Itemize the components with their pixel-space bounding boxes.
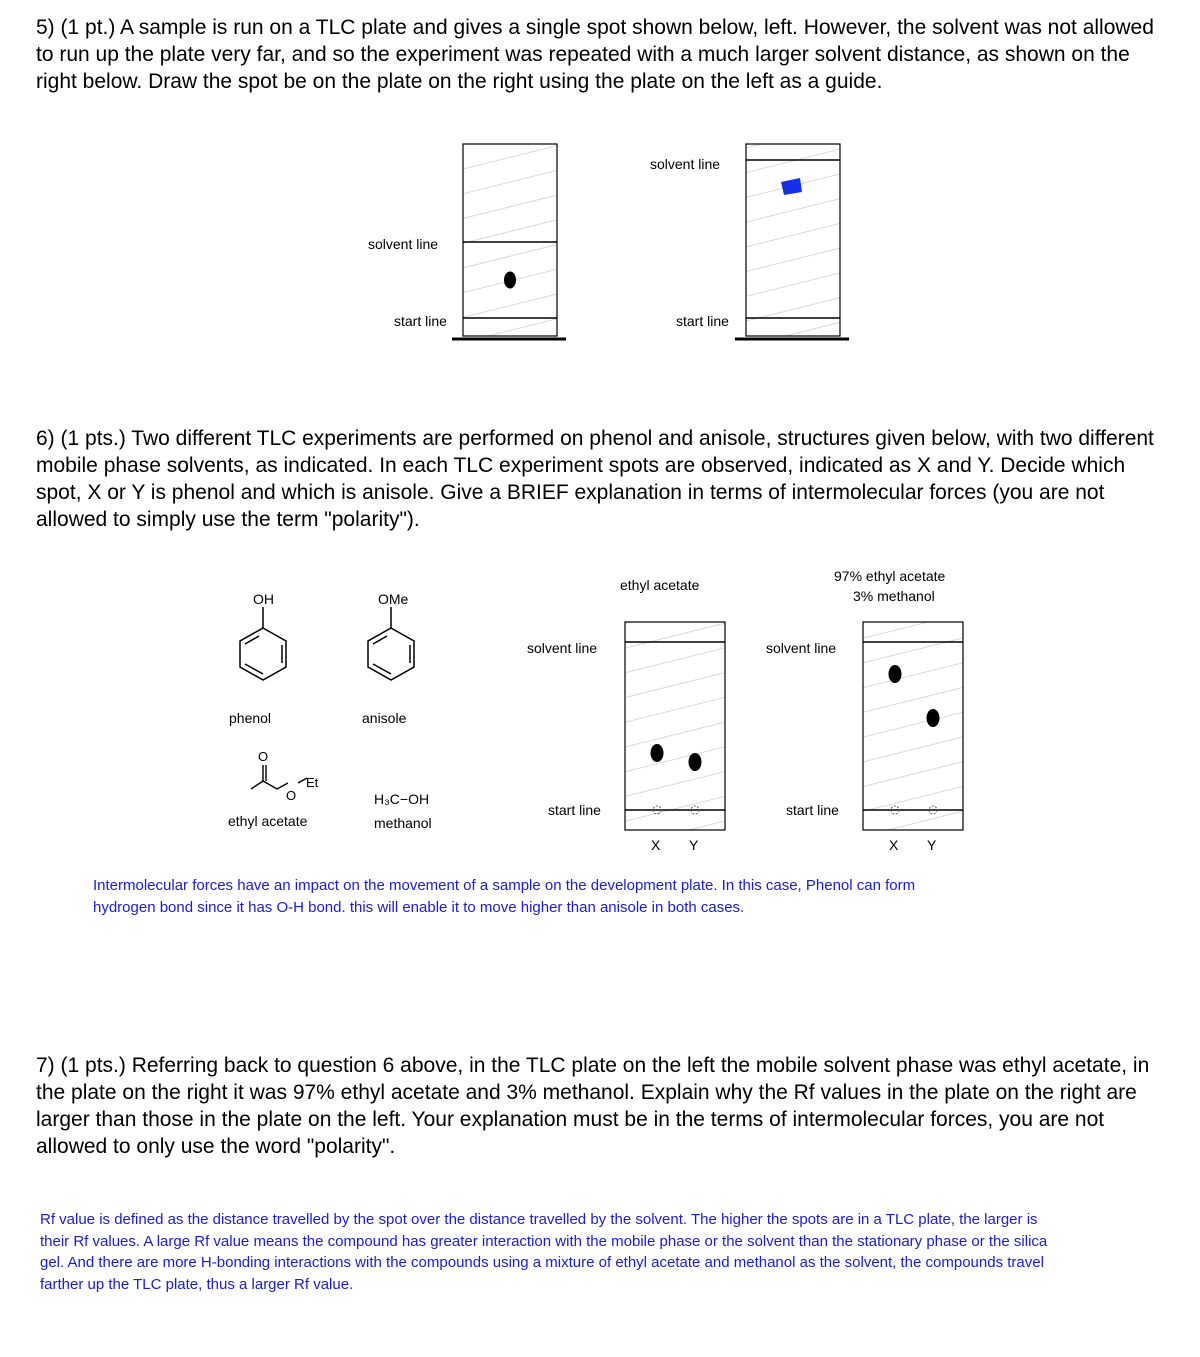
question-7-text: 7) (1 pts.) Referring back to question 6 above, in the TLC plate on the left the mobile solvent phase was ethyl acetate, in the plate on the right it was 97% ethyl acetate and 3% methanol. Explain why the Rf values in the plate on the right are larger than those in the plate on the left. Your explanation must be in the terms of intermolecular forces, you are not allowed to only use the word "polarity". xyxy=(36,1054,1150,1158)
q6-plate2-start-label: start line xyxy=(786,802,839,818)
q6-plate2-solvent-line1: 97% ethyl acetate xyxy=(834,568,946,584)
q6-plate2-solvent-line2: 3% methanol xyxy=(853,588,935,604)
ethyl-acetate-carbonyl-o: O xyxy=(258,749,269,764)
q6-plate2-spot-x xyxy=(889,665,902,683)
q5-left-spot xyxy=(504,272,516,289)
q6-plate2-spot-y xyxy=(927,709,940,727)
q6-plate-2 xyxy=(863,622,963,830)
q6-plate1-start-label: start line xyxy=(548,802,601,818)
ethyl-acetate-ester-o: O xyxy=(286,788,297,803)
ethyl-acetate-structure xyxy=(251,765,307,789)
methanol-formula: H₃C−OH xyxy=(374,791,430,807)
q6-plate2-x-label: X xyxy=(889,837,899,853)
q6-plate2-solvent-label: solvent line xyxy=(766,640,837,656)
anisole-structure xyxy=(368,607,414,680)
q6-plate1-spot-x xyxy=(651,744,664,762)
q6-plate1-x-label: X xyxy=(651,837,661,853)
q5-left-start-label: start line xyxy=(394,313,447,329)
ethyl-acetate-name: ethyl acetate xyxy=(228,813,308,829)
q5-left-solvent-label: solvent line xyxy=(368,236,439,252)
q6-plate1-solvent-name: ethyl acetate xyxy=(620,577,700,593)
q6-plate1-spot-y xyxy=(689,753,702,771)
q6-plate1-solvent-label: solvent line xyxy=(527,640,598,656)
q5-right-solvent-label: solvent line xyxy=(650,156,721,172)
anisole-ome-label: OMe xyxy=(378,591,409,607)
ethyl-acetate-et: Et xyxy=(306,775,319,790)
q5-left-plate xyxy=(452,144,566,339)
anisole-name: anisole xyxy=(362,710,407,726)
question-6-text: 6) (1 pts.) Two different TLC experiments are performed on phenol and anisole, structures given below, with two different mobile phase solvents, as indicated. In each TLC experiment spots are observed, indicated as X and Y. Decide which spot, X or Y is phenol and which is anisole. Give a BRIEF explanation in terms of intermolecular forces (you are not allowed to simply use the term "polarity"). xyxy=(36,427,1154,531)
q6-plate2-y-label: Y xyxy=(927,837,937,853)
methanol-name: methanol xyxy=(374,815,432,831)
question-5-text: 5) (1 pt.) A sample is run on a TLC plate and gives a single spot shown below, left. However, the solvent was not allowed to run up the plate very far, and so the experiment was repeated with a much larger solvent distance, as shown on the right below. Draw the spot be on the plate on the right using the plate on the left as a guide. xyxy=(36,16,1154,93)
q5-right-start-label: start line xyxy=(676,313,729,329)
question-6-answer: Intermolecular forces have an impact on the movement of a sample on the development plate. In this case, Phenol can form hydrogen bond since it has O-H bond. this will enable it to move higher than anisole in both cases. xyxy=(93,877,916,916)
q6-plate-1 xyxy=(625,622,725,830)
phenol-structure xyxy=(240,607,286,680)
q5-right-plate xyxy=(735,144,849,339)
phenol-oh-label: OH xyxy=(253,591,274,607)
q6-plate1-y-label: Y xyxy=(689,837,699,853)
question-7-answer: Rf value is defined as the distance travelled by the spot over the distance travelled by the solvent. The higher the spots are in a TLC plate, the larger is their Rf values. A large Rf value means the compound has greater interaction with the mobile phase or the solvent than the stationary phase or the silica gel. And there are more H-bonding interactions with the compounds using a mixture of ethyl acetate and methanol as the solvent, the compounds travel farther up the TLC plate, thus a larger Rf value. xyxy=(40,1211,1048,1293)
phenol-name: phenol xyxy=(229,710,272,726)
